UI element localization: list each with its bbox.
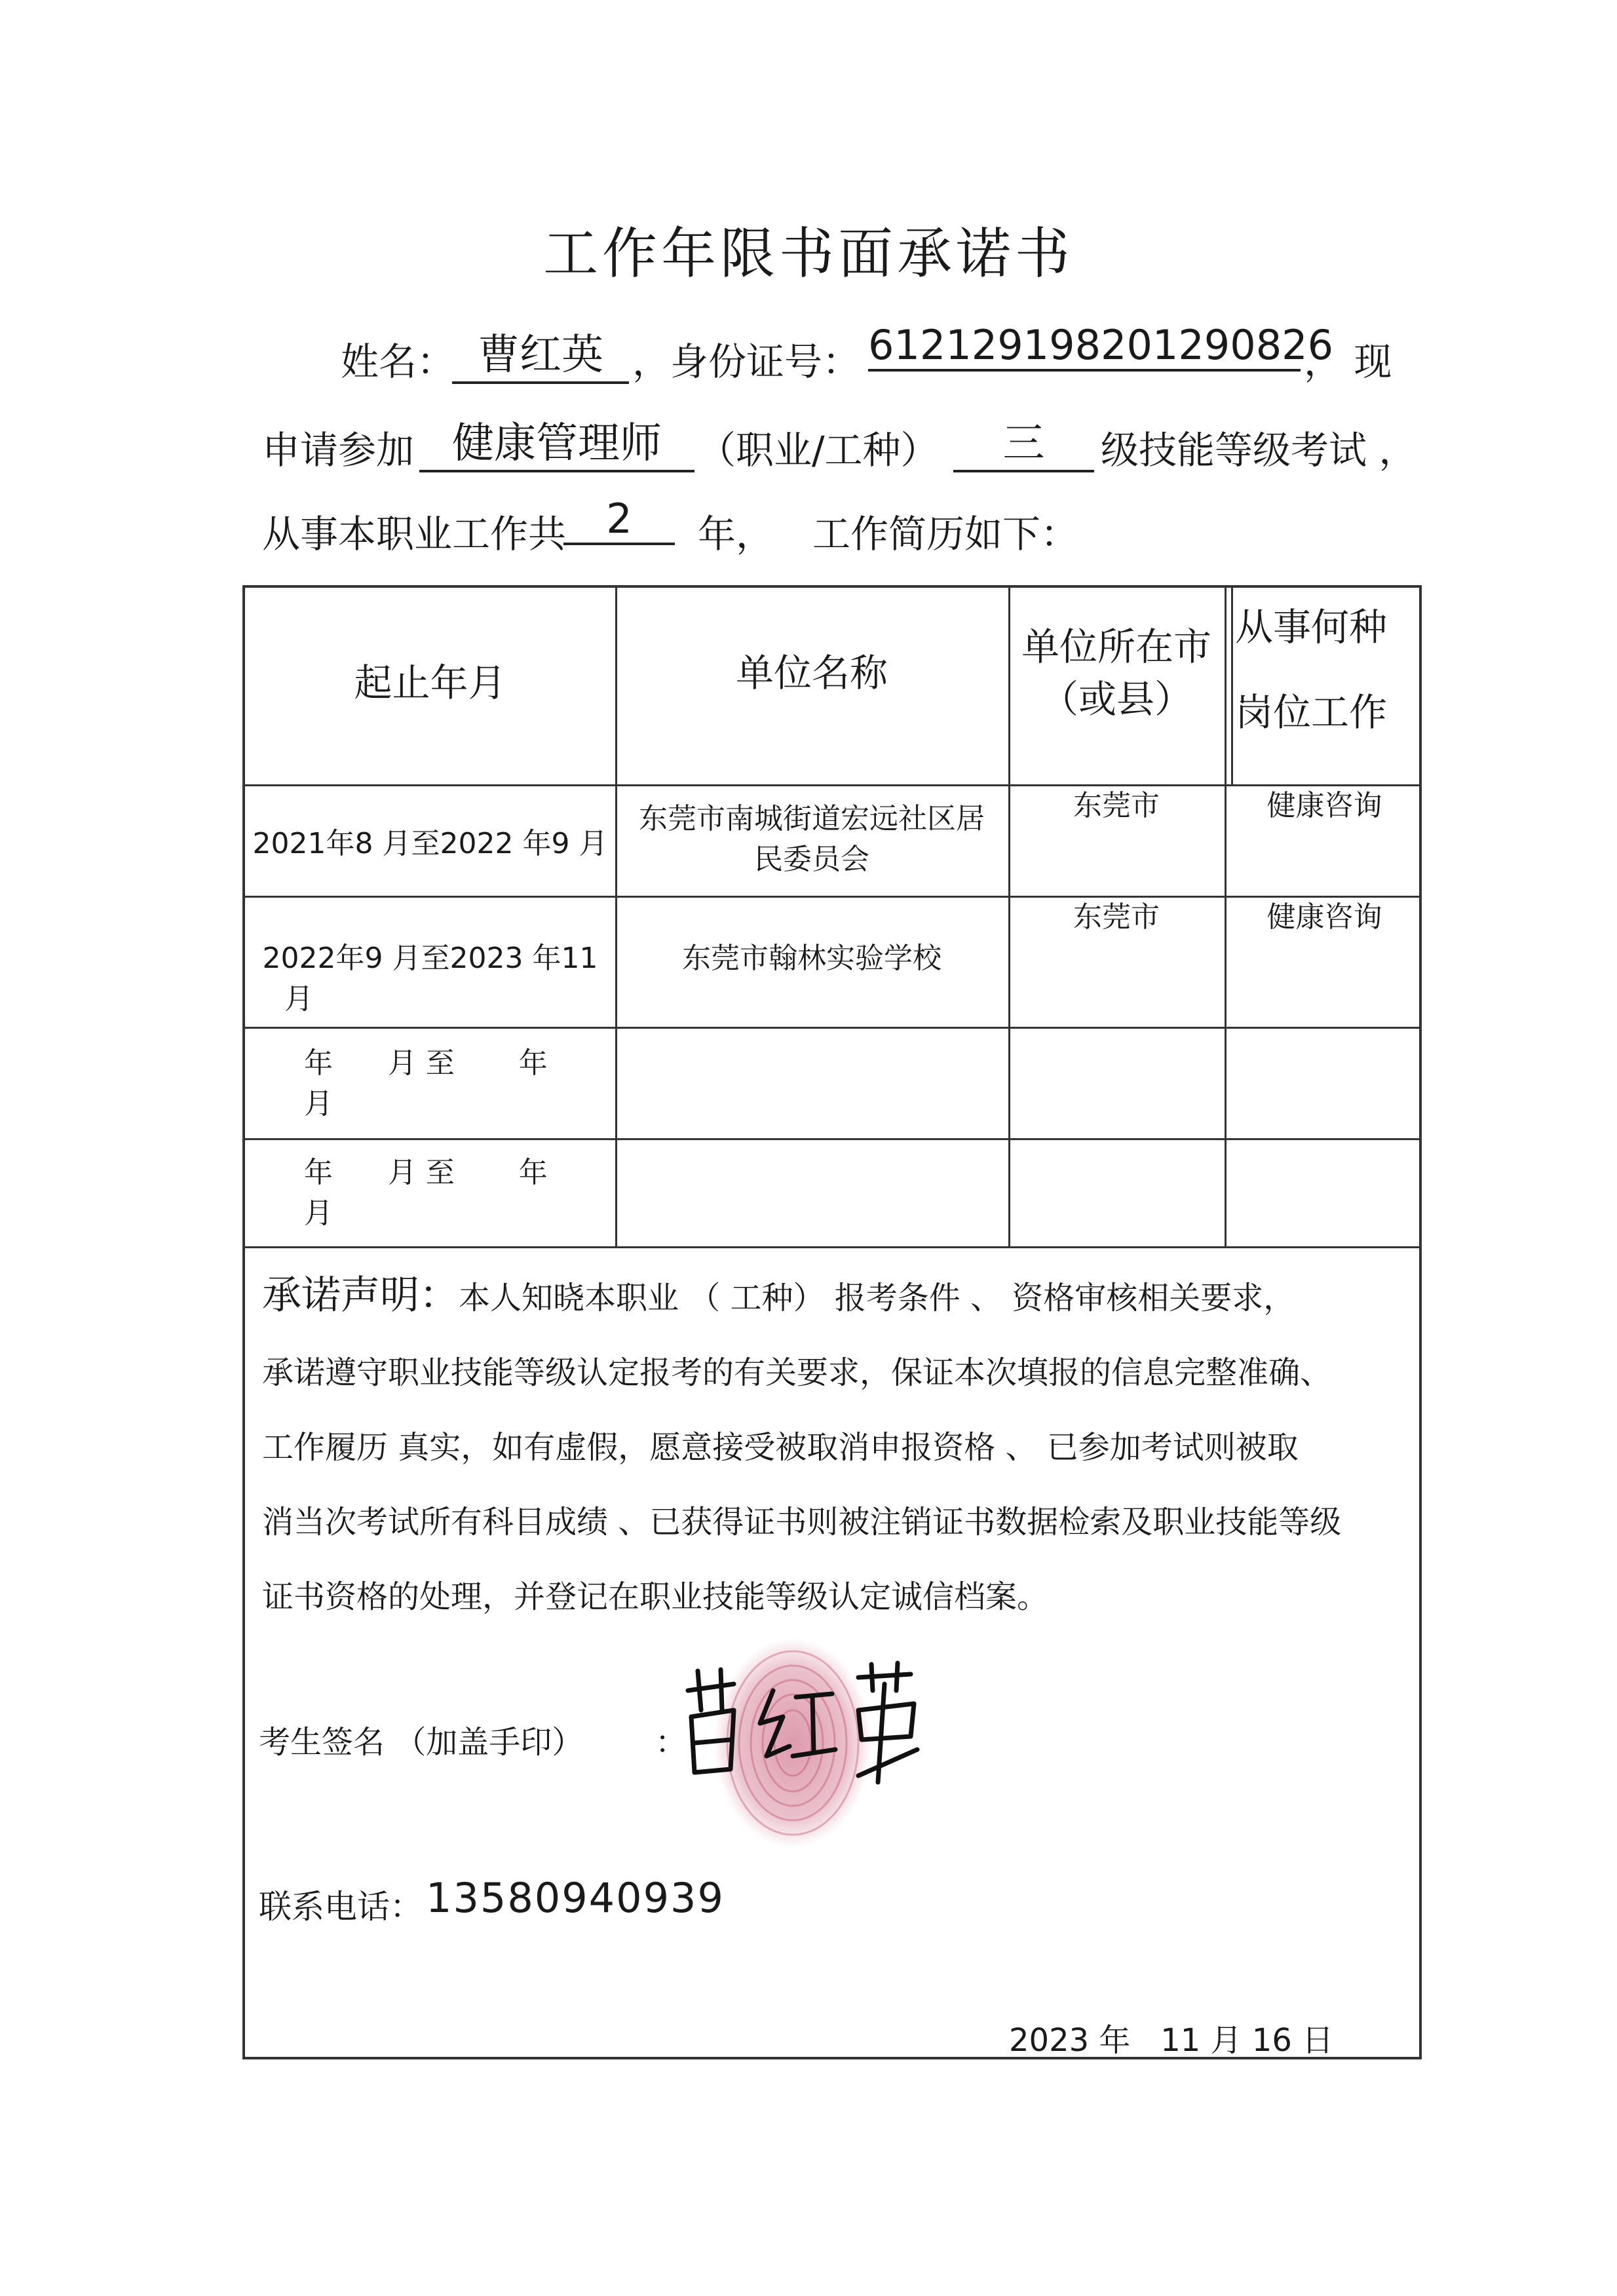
declaration-line4: 消当次考试所有科目成绩 、已获得证书则被注销证书数据检索及职业技能等级 — [262, 1504, 1342, 1540]
fingerprint-mark — [714, 1638, 871, 1848]
header-period: 起止年月 — [354, 660, 506, 705]
resume-label: 工作简历如下： — [812, 512, 1079, 556]
row2-unit: 东莞市翰林实验学校 — [682, 942, 942, 975]
id-label: ，身份证号： — [632, 339, 861, 384]
declaration-line5: 证书资格的处理，并登记在职业技能等级认定诚信档案。 — [262, 1578, 1049, 1615]
level-suffix: 级技能等级考试 ， — [1101, 428, 1417, 472]
row-divider — [245, 1246, 1419, 1248]
header-post-line2: 岗位工作 — [1235, 690, 1388, 735]
header-city-line1: 单位所在市 — [1021, 624, 1211, 669]
phone-label: 联系电话： — [259, 1888, 423, 1926]
row4-period-line1: 年 月 至 年 — [304, 1156, 548, 1189]
column-divider — [1225, 588, 1227, 1246]
occupation-suffix: （职业/工种） — [698, 428, 939, 472]
occupation-value: 健康管理师 — [419, 410, 694, 472]
declaration-lead: 承诺声明： — [262, 1272, 459, 1318]
signature-with-fingerprint — [662, 1618, 937, 1854]
header-city-line2: （或县） — [1040, 677, 1192, 721]
document-title: 工作年限书面承诺书 — [542, 221, 1074, 286]
declaration-line1-text: 本人知晓本职业 （ 工种） 报考条件 、 资格审核相关要求， — [459, 1280, 1295, 1316]
name-value: 曹红英 — [452, 321, 629, 384]
declaration-line1 — [262, 1258, 1409, 1335]
row1-city: 东莞市 — [1073, 789, 1160, 822]
row4-period-line2: 月 — [304, 1196, 333, 1230]
phone-value: 13580940939 — [426, 1874, 725, 1922]
declaration-block — [262, 1258, 1409, 1634]
row1-post: 健康咨询 — [1266, 789, 1382, 822]
level-value: 三 — [953, 410, 1094, 472]
row2-period-line1: 2022年9 月至2023 年11 — [262, 942, 598, 975]
row1-unit-line2: 民委员会 — [754, 843, 869, 876]
years-label: 从事本职业工作共 — [262, 512, 567, 556]
row2-city: 东莞市 — [1073, 900, 1160, 934]
row2-post: 健康咨询 — [1266, 900, 1382, 934]
years-value: 2 — [563, 495, 675, 545]
row1-unit-line1: 东莞市南城街道宏远社区居 — [639, 802, 985, 835]
declaration-line3: 工作履历 真实，如有虚假，愿意接受被取消申报资格 、 已参加考试则被取 — [262, 1429, 1299, 1466]
document-date: 2023 年 11 月 16 日 — [1009, 2022, 1334, 2059]
declaration-line2: 承诺遵守职业技能等级认定报考的有关要求，保证本次填报的信息完整准确、 — [262, 1354, 1332, 1391]
apply-label: 申请参加 — [262, 428, 415, 472]
row1-period: 2021年8 月至2022 年9 月 — [252, 827, 608, 860]
row-divider — [245, 1138, 1419, 1140]
row3-period-line1: 年 月 至 年 — [304, 1046, 548, 1080]
id-number-value: 612129198201290826 — [868, 321, 1301, 372]
header-post-line1: 从事何种 — [1235, 605, 1388, 649]
signature-label: 考生签名 （加盖手印） — [259, 1724, 584, 1761]
row2-period-line2: 月 — [284, 982, 313, 1016]
header-unit-name: 单位名称 — [735, 651, 888, 695]
row3-period-line2: 月 — [304, 1087, 333, 1120]
name-label: 姓名： — [341, 339, 455, 384]
row-divider — [245, 1027, 1419, 1029]
years-suffix: 年， — [698, 512, 774, 556]
signature-colon: ： — [655, 1724, 687, 1761]
now-text: ， 现 — [1304, 339, 1392, 384]
